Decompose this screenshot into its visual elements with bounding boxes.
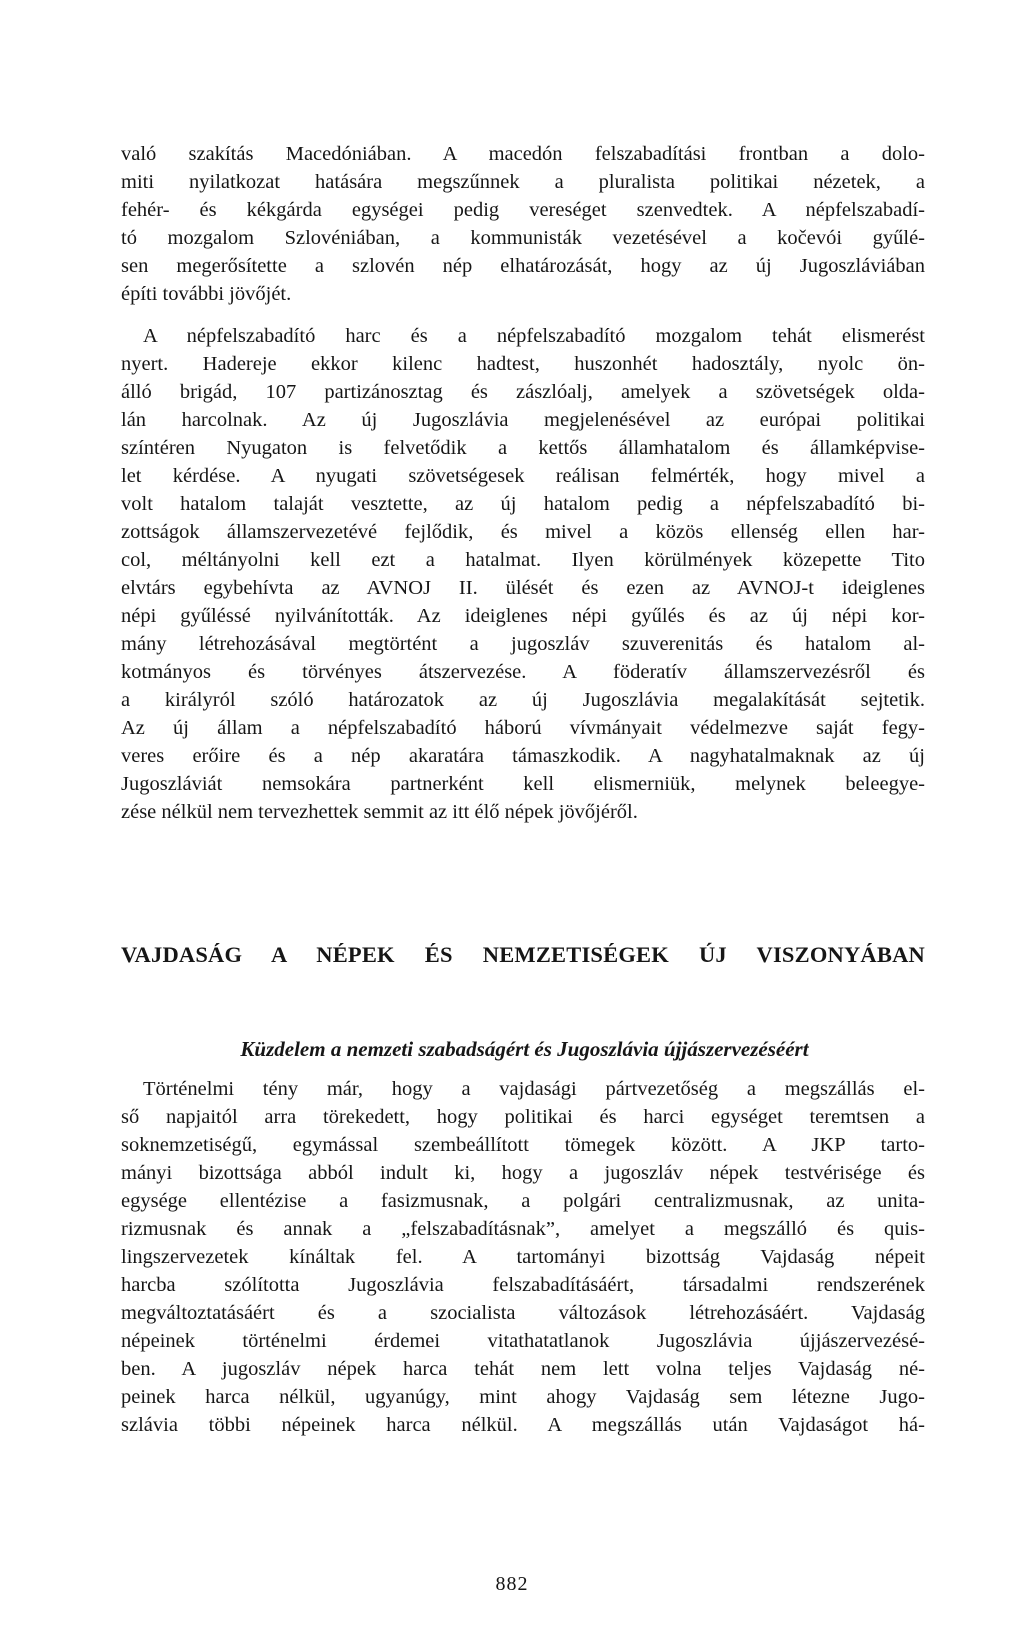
text-line: tó mozgalom Szlovéniában, a kommunisták vezetésével a kočevói gyűlé- — [121, 227, 925, 249]
text-line: veres erőire és a nép akaratára támaszkodik. A nagyhatalmaknak az új — [121, 745, 925, 767]
text-line: való szakítás Macedóniában. A macedón felszabadítási frontban a dolo- — [121, 143, 925, 165]
text-line: népeinek történelmi érdemei vitathatatlanok Jugoszlávia újjászervezésé- — [121, 1330, 925, 1352]
text-line: volt hatalom talaját vesztette, az új hatalom pedig a népfelszabadító bi- — [121, 493, 925, 515]
page-number: 882 — [495, 1573, 529, 1595]
text-line: népi gyűléssé nyilvánították. Az ideiglenes népi gyűlés és az új népi kor- — [121, 605, 925, 627]
text-line: A népfelszabadító harc és a népfelszabadító mozgalom tehát elismerést — [143, 325, 925, 347]
text-line: elvtárs egybehívta az AVNOJ II. ülését és ezen az AVNOJ-t ideiglenes — [121, 577, 925, 599]
text-line: sen megerősítette a szlovén nép elhatározását, hogy az új Jugoszláviában — [121, 255, 925, 277]
section-subheading: Küzdelem a nemzeti szabadságért és Jugoszlávia újjászervezéséért — [240, 1037, 809, 1062]
text-line: fehér- és kékgárda egységei pedig vereséget szenvedtek. A népfelszabadí- — [121, 199, 925, 221]
section-heading: VAJDASÁG A NÉPEK ÉS NEMZETISÉGEK ÚJ VISZONYÁBAN — [121, 942, 925, 968]
text-line: rizmusnak és annak a „felszabadításnak”, amelyet a megszálló és quis- — [121, 1218, 925, 1240]
text-line: mány létrehozásával megtörtént a jugoszláv szuverenitás és hatalom al- — [121, 633, 925, 655]
text-line: ben. A jugoszláv népek harca tehát nem lett volna teljes Vajdaság né- — [121, 1358, 925, 1380]
text-line: Az új állam a népfelszabadító háború vívmányait védelmezve saját fegy- — [121, 717, 925, 739]
text-line: megváltoztatásáért és a szocialista változások létrehozásáért. Vajdaság — [121, 1302, 925, 1324]
text-line: ső napjaitól arra törekedett, hogy politikai és harci egységet teremtsen a — [121, 1106, 925, 1128]
text-line: zottságok államszervezetévé fejlődik, és mivel a közös ellenség ellen har- — [121, 521, 925, 543]
text-line: építi további jövőjét. — [121, 283, 292, 305]
text-line: Történelmi tény már, hogy a vajdasági pártvezetőség a megszállás el- — [143, 1078, 925, 1100]
text-line: peinek harca nélkül, ugyanúgy, mint ahogy Vajdaság sem létezne Jugo- — [121, 1386, 925, 1408]
text-line: kotmányos és törvényes átszervezése. A föderatív államszervezésről és — [121, 661, 925, 683]
text-line: lán harcolnak. Az új Jugoszlávia megjelenésével az európai politikai — [121, 409, 925, 431]
text-line: lingszervezetek kínáltak fel. A tartományi bizottság Vajdaság népeit — [121, 1246, 925, 1268]
text-line: szlávia többi népeinek harca nélkül. A megszállás után Vajdaságot há- — [121, 1414, 925, 1436]
text-line: soknemzetiségű, egymással szembeállított tömegek között. A JKP tarto- — [121, 1134, 925, 1156]
text-line: harcba szólította Jugoszlávia felszabadításáért, társadalmi rendszerének — [121, 1274, 925, 1296]
text-line: mányi bizottsága abból indult ki, hogy a jugoszláv népek testvérisége és — [121, 1162, 925, 1184]
text-line: álló brigád, 107 partizánosztag és zászlóalj, amelyek a szövetségek olda- — [121, 381, 925, 403]
text-line: egysége ellentézise a fasizmusnak, a polgári centralizmusnak, az unita- — [121, 1190, 925, 1212]
text-line: nyert. Hadereje ekkor kilenc hadtest, huszonhét hadosztály, nyolc ön- — [121, 353, 925, 375]
text-line: a királyról szóló határozatok az új Jugoszlávia megalakítását sejtetik. — [121, 689, 925, 711]
text-line: zése nélkül nem tervezhettek semmit az itt élő népek jövőjéről. — [121, 801, 638, 823]
text-line: miti nyilatkozat hatására megszűnnek a pluralista politikai nézetek, a — [121, 171, 925, 193]
text-line: Jugoszláviát nemsokára partnerként kell elismerniük, melynek beleegye- — [121, 773, 925, 795]
text-line: színtéren Nyugaton is felvetődik a kettős államhatalom és államképvise- — [121, 437, 925, 459]
text-line: let kérdése. A nyugati szövetségesek reálisan felmérték, hogy mivel a — [121, 465, 925, 487]
text-line: col, méltányolni kell ezt a hatalmat. Ilyen körülmények közepette Tito — [121, 549, 925, 571]
